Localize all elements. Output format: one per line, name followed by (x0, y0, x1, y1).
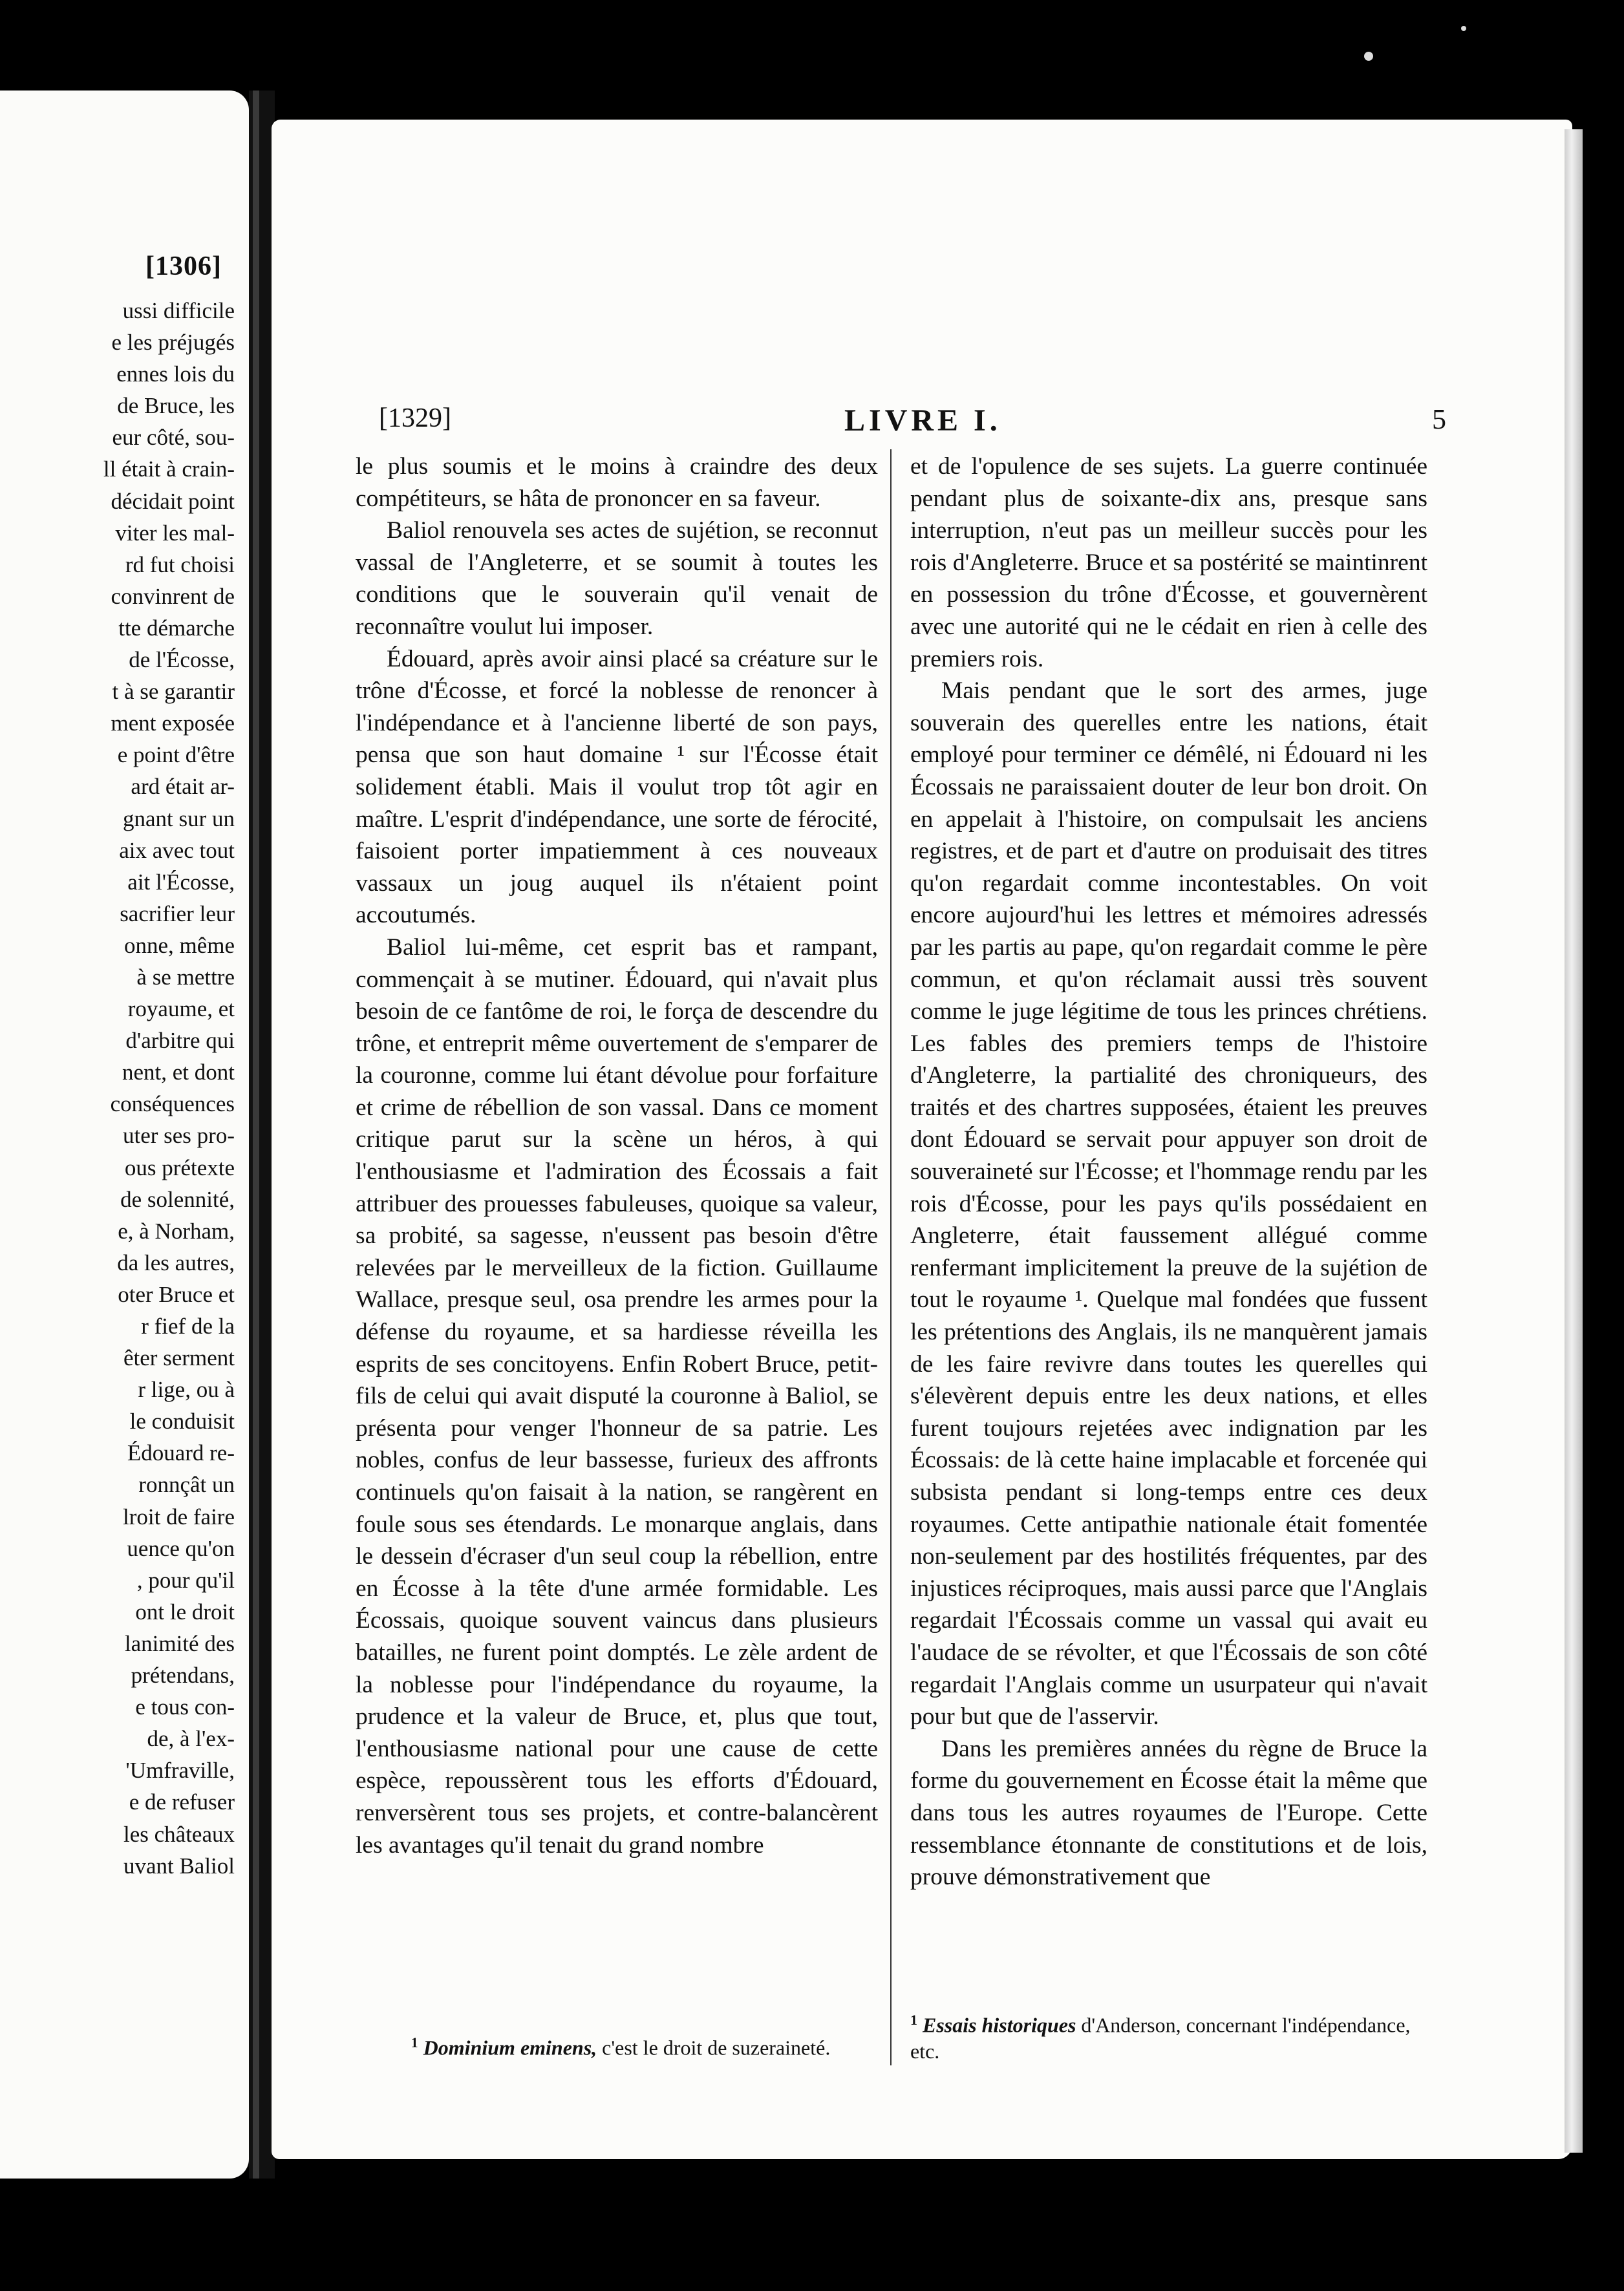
footnote-mark: 1 (411, 2034, 418, 2051)
left-page-line: rd fut choisi (125, 551, 235, 577)
left-page-line: e de refuser (129, 1789, 235, 1815)
paragraph: Baliol lui-même, cet esprit bas et rampant, commençait à se mutiner. Édouard, qui n'avait plus besoin de ce fantôme de roi, le força de descendre du trône, et entreprit même ouvertement de s'emparer de la couronne, comme lui étant dévolue pour forfaiture et crime de rébellion de son vassal. Dans ce moment critique parut sur la scène un héros, à qui l'enthousiasme et l'admiration des Écossais a fait attribuer des prouesses fabuleuses, quoique sa valeur, sa probité, sa sagesse, n'eussent pas besoin d'être relevées par le merveilleux de la fiction. Guillaume Wallace, presque seul, osa prendre les armes pour la défense du royaume, et sa hardiesse réveilla les esprits de ses concitoyens. Enfin Robert Bruce, petit-fils de celui qui avait disputé la couronne à Baliol, se présenta pour venger l'honneur de sa patrie. Les nobles, confus de leur bassesse, furieux des affronts continuels qu'on faisait à la nation, se rangèrent en foule sous ses étendards. Le monarque anglais, dans le dessein d'écraser d'un seul coup la rébellion, entre en Écosse à la tête d'une armée formidable. Les Écossais, quoique souvent vaincus dans plusieurs batailles, ne furent point domptés. Le zèle ardent de la noblesse pour l'indépendance du royaume, la prudence et la valeur de Bruce, et, plus que tout, l'enthousiasme national pour une cause de cette espèce, repoussèrent tous les efforts d'Édouard, renversèrent tous ses projets, et contre-balancèrent les avantages qu'il tenait du grand nombre (356, 933, 878, 1859)
page-edge (1565, 129, 1583, 2153)
left-page-line: ment exposée (111, 710, 235, 736)
right-page (272, 120, 1572, 2159)
paragraph: Baliol renouvela ses actes de sujétion, se reconnut vassal de l'Angleterre, et se soumit à toutes les conditions que le souverain qu'il venait de reconnaître voulut lui imposer. (356, 517, 878, 640)
left-page-line: de, à l'ex- (147, 1726, 235, 1752)
left-page-line: tte démarche (118, 615, 235, 641)
left-page-line: r lige, ou à (138, 1377, 235, 1403)
running-head-year: [1329] (379, 403, 451, 433)
left-page-line: sacrifier leur (120, 900, 235, 926)
paragraph: Dans les premières années du règne de Bruce la forme du gouvernement en Écosse était la même que dans tous les autres royaumes de l'Europe. Cette ressemblance étonnante de constitutions et de lois, prouve démonstrativement que (910, 1735, 1427, 1891)
left-page-line: e point d'être (117, 742, 235, 768)
left-page-line: le conduisit (129, 1409, 235, 1434)
column-divider (890, 449, 892, 2065)
left-page-line: gnant sur un (122, 805, 235, 831)
left-page-line: de l'Écosse, (129, 647, 235, 673)
left-page-line: r fief de la (141, 1314, 235, 1339)
left-page-line: ll était à crain- (103, 456, 235, 482)
footnote-italic: Essais historiques (923, 2013, 1076, 2037)
footnote-left (356, 2030, 886, 2061)
left-page-line: ussi difficile (122, 298, 235, 323)
left-page-line: aix avec tout (119, 837, 235, 863)
left-page-line: d'arbitre qui (125, 1028, 235, 1054)
left-page-line: prétendans, (131, 1663, 235, 1689)
left-page-line: de solennité, (120, 1186, 235, 1212)
left-page-line: convinrent de (111, 583, 235, 609)
left-page-line: êter serment (123, 1345, 235, 1371)
footnote-mark: 1 (910, 2012, 917, 2028)
text-column-right (910, 451, 1427, 1893)
left-page-line: ous prétexte (124, 1155, 235, 1180)
scan-speck (1461, 26, 1466, 31)
text-column-left (356, 451, 878, 1861)
left-page-line: e tous con- (135, 1694, 235, 1720)
left-page-text (2, 295, 235, 1882)
left-page-line: e les préjugés (111, 330, 235, 356)
left-page-line: lanimité des (124, 1630, 235, 1656)
left-page-line: Édouard re- (127, 1440, 235, 1466)
left-page (0, 91, 249, 2179)
footnote-italic: Dominium eminens, (423, 2036, 597, 2060)
footnote-right (910, 2007, 1427, 2064)
left-page-line: onne, même (123, 932, 235, 958)
left-page-line: ont le droit (135, 1599, 235, 1625)
left-page-line: lroit de faire (123, 1504, 235, 1529)
left-page-line: , pour qu'il (136, 1567, 235, 1593)
left-page-line: ronnçât un (138, 1472, 235, 1498)
left-page-line: 'Umfraville, (125, 1758, 235, 1784)
left-page-line: à se mettre (136, 964, 235, 990)
paragraph: et de l'opulence de ses sujets. La guerre continuée pendant plus de soixante-dix ans, presque sans interruption, n'eut pas un meilleur succès pour les rois d'Angleterre. Bruce et sa postérité se maintinrent en possession du trône d'Écosse, et gouvernèrent avec une autorité qui ne le cédait en rien à celle des premiers rois. (910, 453, 1427, 672)
left-page-line: uter ses pro- (122, 1123, 235, 1149)
left-page-line: décidait point (111, 488, 235, 514)
left-page-line: eur côté, sou- (112, 425, 235, 451)
left-page-line: uvant Baliol (123, 1853, 235, 1879)
left-page-line: oter Bruce et (118, 1281, 235, 1307)
running-head-title: LIVRE I. (844, 403, 1001, 438)
page-number: 5 (1432, 403, 1446, 435)
left-page-line: ard était ar- (131, 774, 235, 800)
scan-speck (1364, 52, 1373, 61)
book-gutter (249, 91, 275, 2179)
left-page-line: conséquences (110, 1091, 235, 1117)
footnote-text: d'Anderson, concernant l'indépendance, etc. (910, 2013, 1411, 2063)
left-page-line: nent, et dont (122, 1060, 235, 1085)
left-page-line: les châteaux (123, 1821, 235, 1847)
left-page-line: de Bruce, les (117, 393, 235, 419)
paragraph: Mais pendant que le sort des armes, juge souverain des querelles entre les nations, était employé pour terminer ce démêlé, ni Édouard ni les Écossais ne paraissaient douter de leur bon droit. On en appelait à l'histoire, on compulsait les anciens registres, et de part et d'autre on produisait des titres qu'on regardait comme incontestables. On voit encore aujourd'hui les lettres et mémoires adressés par les partis au pape, qu'on regardait comme le père commun, et qu'on réclamait aussi très souvent comme le juge légitime de tous les princes chrétiens. Les fables des premiers temps de l'histoire d'Angleterre, la partialité des chroniqueurs, des traités et des chartres supposées, étaient les preuves dont Édouard se servait pour appuyer son droit de souveraineté sur l'Écosse; et l'hommage rendu par les rois d'Écosse, pour les pays qu'ils possédaient en Angleterre, était faussement allégué comme renfermant implicitement la preuve de la sujétion de tout le royaume ¹. Quelque mal fondées que fussent les prétentions des Anglais, ils ne manquèrent jamais de les faire revivre dans toutes les querelles qui s'élevèrent depuis entre les deux nations, et elles furent toujours rejetées avec indignation par les Écossais: de là cette haine implacable et forcenée qui subsista pendant si long-temps entre ces deux royaumes. Cette antipathie nationale était fomentée non-seulement par des hostilités fréquentes, par des injustices réciproques, mais aussi parce que l'Anglais regardait l'Écossais comme un vassal qui avait eu l'audace de se révolter, et que l'Écossais de son côté regardait l'Anglais comme un usurpateur qui n'avait pour but que de l'asservir. (910, 677, 1427, 1731)
footnote-text: c'est le droit de suzeraineté. (602, 2036, 831, 2060)
left-page-line: uence qu'on (127, 1535, 235, 1561)
left-page-line: e, à Norham, (118, 1218, 235, 1244)
paragraph: le plus soumis et le moins à craindre des deux compétiteurs, se hâta de prononcer en sa faveur. (356, 453, 878, 512)
left-page-line: da les autres, (117, 1250, 235, 1275)
left-page-header: [1306] (145, 251, 222, 281)
left-page-line: ait l'Écosse, (127, 869, 235, 895)
left-page-line: viter les mal- (115, 520, 235, 546)
left-page-line: royaume, et (127, 996, 235, 1022)
paragraph: Édouard, après avoir ainsi placé sa créature sur le trône d'Écosse, et forcé la noblesse de renoncer à l'indépendance et à l'ancienne liberté de son pays, pensa que son haut domaine ¹ sur l'Écosse était solidement établi. Mais il voulut trop tôt agir en maître. L'esprit d'indépendance, une sorte de férocité, faisoient porter impatiemment à ces nouveaux vassaux un joug auquel ils n'étaient point accoutumés. (356, 645, 878, 929)
left-page-line: t à se garantir (112, 679, 235, 705)
left-page-line: ennes lois du (116, 361, 235, 387)
